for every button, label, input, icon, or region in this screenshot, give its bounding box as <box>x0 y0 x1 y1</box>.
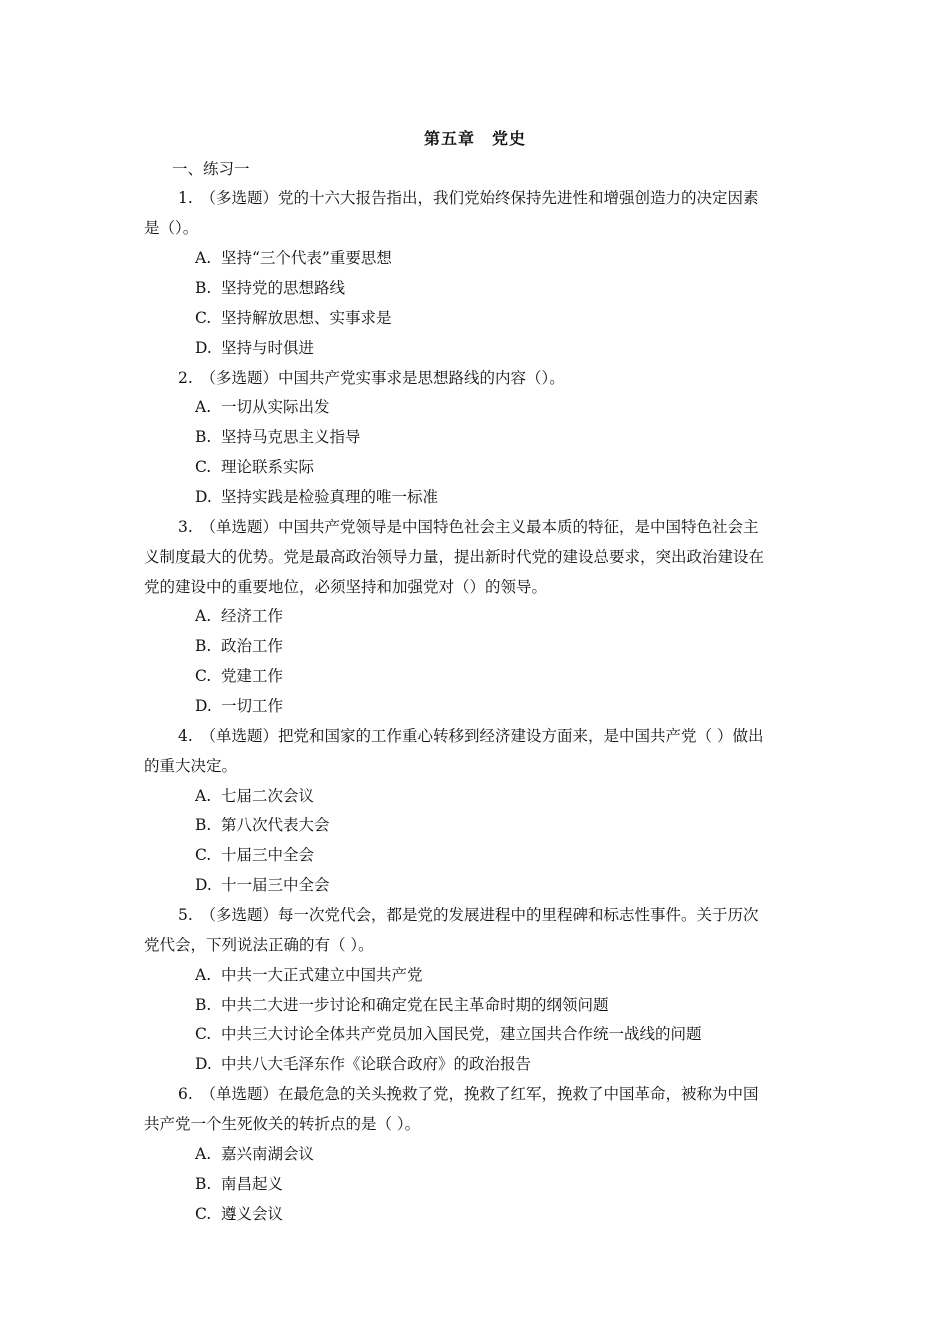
option-letter: D. <box>195 876 212 894</box>
option-letter: A. <box>195 249 212 267</box>
option-letter: A. <box>195 1145 212 1163</box>
question-4-option-c <box>195 844 314 866</box>
option-letter: B. <box>195 428 212 446</box>
question-6-option-c <box>195 1203 283 1225</box>
question-6-option-b <box>195 1173 283 1195</box>
question-5-option-a <box>195 964 423 986</box>
option-text: 中共三大讨论全体共产党员加入国民党，建立国共合作统一战线的问题 <box>221 1025 702 1043</box>
question-4-text-cont: 的重大决定。 <box>144 757 238 775</box>
question-1-text: 1. （多选题）党的十六大报告指出，我们党始终保持先进性和增强创造力的决定因素 <box>178 189 759 207</box>
option-letter: C. <box>195 1025 212 1043</box>
question-1-option-c <box>195 307 392 329</box>
option-text: 中共二大进一步讨论和确定党在民主革命时期的纲领问题 <box>221 996 609 1014</box>
option-letter: A. <box>195 787 212 805</box>
option-text: 坚持解放思想、实事求是 <box>221 309 392 327</box>
option-text: 十届三中全会 <box>221 846 315 864</box>
question-6-text-cont: 共产党一个生死攸关的转折点的是（ ）。 <box>144 1115 421 1133</box>
option-letter: B. <box>195 816 212 834</box>
option-letter: C. <box>195 1205 212 1223</box>
question-2-option-a <box>195 396 330 418</box>
option-text: 党建工作 <box>221 667 284 685</box>
option-letter: D. <box>195 488 212 506</box>
option-text: 一切从实际出发 <box>221 398 330 416</box>
question-4-option-b <box>195 814 330 836</box>
question-3-option-d <box>195 695 283 717</box>
question-3-text: 3. （单选题）中国共产党领导是中国特色社会主义最本质的特征，是中国特色社会主 <box>178 518 759 536</box>
option-letter: A. <box>195 966 212 984</box>
option-text: 坚持“三个代表”重要思想 <box>221 249 392 267</box>
question-2-option-b <box>195 426 361 448</box>
question-5-option-d <box>195 1053 531 1075</box>
question-1-text-cont: 是（）。 <box>144 219 199 237</box>
option-text: 坚持实践是检验真理的唯一标准 <box>221 488 439 506</box>
option-text: 坚持与时俱进 <box>221 339 315 357</box>
question-2-option-d <box>195 486 438 508</box>
question-4-option-d <box>195 874 330 896</box>
question-2-text: 2. （多选题）中国共产党实事求是思想路线的内容（）。 <box>178 369 565 387</box>
option-letter: D. <box>195 697 212 715</box>
question-1-option-a <box>195 247 392 269</box>
option-text: 南昌起义 <box>221 1175 284 1193</box>
option-letter: A. <box>195 398 212 416</box>
question-3-text-cont-1: 义制度最大的优势。党是最高政治领导力量，提出新时代党的建设总要求，突出政治建设在 <box>144 548 765 566</box>
question-5-text-cont: 党代会，下列说法正确的有（ ）。 <box>144 936 374 954</box>
question-5-option-b <box>195 994 609 1016</box>
option-letter: C. <box>195 667 212 685</box>
option-letter: B. <box>195 637 212 655</box>
option-text: 坚持马克思主义指导 <box>221 428 361 446</box>
option-text: 经济工作 <box>221 607 284 625</box>
question-1-option-d <box>195 337 314 359</box>
question-6-text: 6. （单选题）在最危急的关头挽救了党，挽救了红军，挽救了中国革命，被称为中国 <box>178 1085 759 1103</box>
option-letter: B. <box>195 279 212 297</box>
option-letter: C. <box>195 846 212 864</box>
option-text: 中共八大毛泽东作《论联合政府》的政治报告 <box>221 1055 532 1073</box>
chapter-title: 第五章 党史 <box>423 129 526 148</box>
option-text: 中共一大正式建立中国共产党 <box>221 966 423 984</box>
option-letter: D. <box>195 339 212 357</box>
option-letter: B. <box>195 1175 212 1193</box>
option-letter: D. <box>195 1055 212 1073</box>
option-text: 嘉兴南湖会议 <box>221 1145 315 1163</box>
option-text: 七届二次会议 <box>221 787 315 805</box>
option-letter: C. <box>195 458 212 476</box>
option-text: 理论联系实际 <box>221 458 315 476</box>
question-2-option-c <box>195 456 314 478</box>
option-text: 第八次代表大会 <box>221 816 330 834</box>
question-5-option-c <box>195 1023 702 1045</box>
question-4-text: 4. （单选题）把党和国家的工作重心转移到经济建设方面来，是中国共产党（ ）做出 <box>178 727 764 745</box>
question-3-option-a <box>195 605 283 627</box>
option-letter: C. <box>195 309 212 327</box>
option-text: 坚持党的思想路线 <box>221 279 346 297</box>
question-3-text-cont-2: 党的建设中的重要地位，必须坚持和加强党对（）的领导。 <box>144 578 548 596</box>
option-text: 遵义会议 <box>221 1205 284 1223</box>
question-5-text: 5. （多选题）每一次党代会，都是党的发展进程中的里程碑和标志性事件。关于历次 <box>178 906 759 924</box>
option-text: 政治工作 <box>221 637 284 655</box>
question-3-option-c <box>195 665 283 687</box>
option-letter: B. <box>195 996 212 1014</box>
option-letter: A. <box>195 607 212 625</box>
section-heading: 一、练习一 <box>172 160 250 178</box>
question-4-option-a <box>195 785 314 807</box>
question-3-option-b <box>195 635 283 657</box>
option-text: 一切工作 <box>221 697 284 715</box>
question-6-option-a <box>195 1143 314 1165</box>
option-text: 十一届三中全会 <box>221 876 330 894</box>
question-1-option-b <box>195 277 345 299</box>
